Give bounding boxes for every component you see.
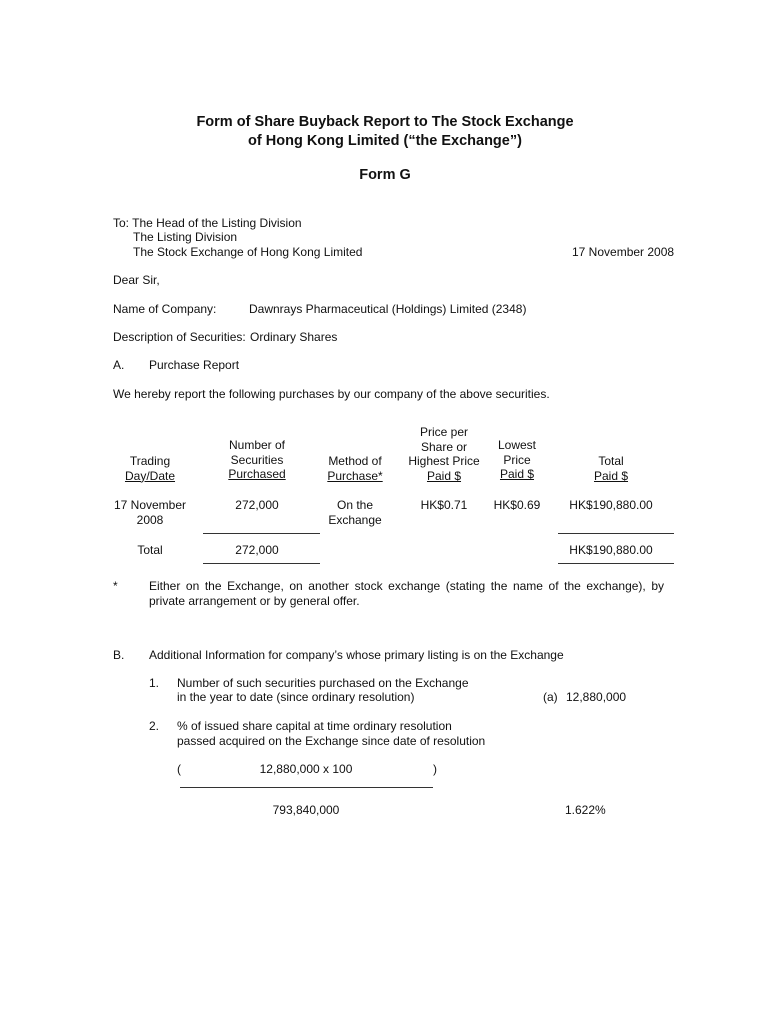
header-trading-daydate: Trading Day/Date — [124, 454, 176, 483]
company-name: Dawnrays Pharmaceutical (Holdings) Limited (2348) — [249, 302, 527, 316]
row-number: 272,000 — [235, 498, 279, 512]
number-total-rule — [203, 563, 320, 564]
securities-label: Description of Securities: — [113, 330, 246, 344]
header-number-purchased: Number of Securities Purchased — [228, 438, 286, 481]
totals-amount: HK$190,880.00 — [569, 543, 653, 557]
report-date: 17 November 2008 — [572, 245, 675, 259]
fraction-rule — [180, 787, 433, 788]
amount-total-rule — [558, 563, 674, 564]
row-total: HK$190,880.00 — [569, 498, 653, 512]
row-price: HK$0.71 — [420, 498, 468, 512]
document-title-line2: of Hong Kong Limited (“the Exchange”) — [248, 133, 522, 149]
formula-close-paren: ) — [433, 762, 437, 776]
item1-line2: in the year to date (since ordinary resolution) — [177, 690, 415, 704]
item2-line2: passed acquired on the Exchange since date of resolution — [177, 734, 486, 748]
totals-label: Total — [137, 543, 163, 557]
company-label: Name of Company: — [113, 302, 217, 316]
row-date: 17 November 2008 — [113, 498, 187, 527]
addressee-line3: The Stock Exchange of Hong Kong Limited — [133, 245, 363, 259]
securities-description: Ordinary Shares — [250, 330, 338, 344]
formula-denominator: 793,840,000 — [272, 803, 340, 817]
footnote-mark: * — [113, 579, 118, 593]
header-method: Method of Purchase* — [327, 454, 383, 483]
document-title-line1: Form of Share Buyback Report to The Stock Exchange — [196, 114, 574, 130]
footnote-text: Either on the Exchange, on another stock exchange (stating the name of the exchange), by private arrangement or by general offer. — [149, 579, 664, 608]
salutation: Dear Sir, — [113, 273, 160, 287]
item2-line1: % of issued share capital at time ordinary resolution — [177, 719, 452, 733]
header-lowest: Lowest Price Paid $ — [497, 438, 537, 481]
item1-line1: Number of such securities purchased on the Exchange — [177, 676, 469, 690]
section-a-letter: A. — [113, 358, 125, 372]
total-subtotal-rule — [558, 533, 674, 534]
section-b-heading: Additional Information for company’s whose primary listing is on the Exchange — [149, 648, 564, 662]
row-method: On the Exchange — [328, 498, 382, 527]
item1-value: 12,880,000 — [566, 690, 627, 704]
number-subtotal-rule — [203, 533, 320, 534]
formula-numerator: 12,880,000 x 100 — [259, 762, 353, 776]
addressee-line2: The Listing Division — [133, 230, 238, 244]
header-price: Price per Share or Highest Price Paid $ — [408, 425, 480, 483]
formula-result: 1.622% — [565, 803, 606, 817]
form-label: Form G — [359, 167, 411, 183]
section-b-letter: B. — [113, 648, 125, 662]
section-a-intro: We hereby report the following purchases by our company of the above securities. — [113, 387, 550, 401]
addressee-line1: To: The Head of the Listing Division — [113, 216, 302, 230]
section-a-heading: Purchase Report — [149, 358, 240, 372]
row-lowest: HK$0.69 — [493, 498, 541, 512]
item2-number: 2. — [149, 719, 160, 733]
totals-number: 272,000 — [235, 543, 279, 557]
item1-number: 1. — [149, 676, 160, 690]
formula-open-paren: ( — [177, 762, 181, 776]
item1-ref: (a) — [543, 690, 558, 704]
header-total: Total Paid $ — [593, 454, 629, 483]
